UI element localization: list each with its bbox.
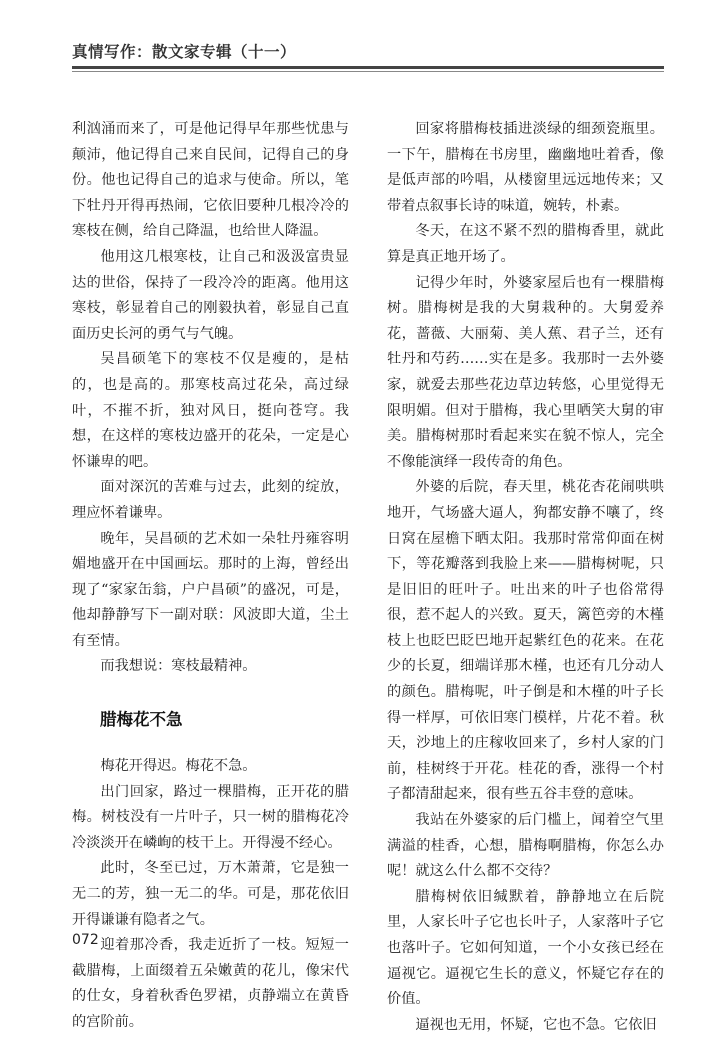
section-title: 腊梅花不急 bbox=[100, 710, 183, 730]
paragraph: 利汹涌而来了，可是他记得早年那些忧患与颠沛，他记得自己来自民间，记得自己的身份。他也记得自己的追求与使命。所以，笔下牡丹开得再热闹，它依旧要种几根冷冷的寒枝在侧，给自己降温，也给世人降温。 bbox=[72, 121, 349, 240]
paragraph: 外婆的后院，春天里，桃花杏花闹哄哄地开，气场盛大逼人，狗都安静不嚷了，终日窝在屋檐下晒太阳。我那时常常仰面在树下，等花瓣落到我脸上来——腊梅树呢，只是旧旧的旺叶子。吐出来的叶子也俗常得很，惹不起人的兴致。夏天，篱笆旁的木槿枝上也眨巴眨巴地开起紫红色的花来。在花少的长夏，细端详那木槿，也还有几分动人的颜色。腊梅呢，叶子倒是和木槿的叶子长得一样厚，可依旧寒门模样，片花不着。秋天，沙地上的庄稼收回来了，乡村人家的门前，桂树终于开花。桂花的香，涨得一个村子都清甜起来，很有些五谷丰登的意味。 bbox=[387, 479, 664, 803]
right-column bbox=[387, 117, 664, 1038]
paragraph: 腊梅树依旧缄默着，静静地立在后院里，人家长叶子它也长叶子，人家落叶子它也落叶子。它如何知道，一个小女孩已经在逼视它。逼视它生长的意义，怀疑它存在的价值。 bbox=[387, 888, 664, 1008]
header-rule-thick bbox=[72, 66, 664, 69]
paragraph: 他用这几根寒枝，让自己和汲汲富贵显达的世俗，保持了一段冷冷的距离。他用这寒枝，彰显着自己的刚毅执着，彰显自己直面历史长河的勇气与气魄。 bbox=[72, 248, 349, 342]
paragraph: 梅花开得迟。梅花不急。 bbox=[100, 758, 257, 775]
paragraph: 记得少年时，外婆家屋后也有一棵腊梅树。腊梅树是我的大舅栽种的。大舅爱养花，蔷薇、大丽菊、美人蕉、君子兰，还有牡丹和芍药……实在是多。我那时一去外婆家，就爱去那些花边草边转悠，心里觉得无限明媚。但对于腊梅，我心里哂笑大舅的审美。腊梅树那时看起来实在貌不惊人，完全不像能演绎一段传奇的角色。 bbox=[387, 274, 664, 470]
running-header: 真情写作：散文家专辑（十一） bbox=[72, 43, 297, 61]
paragraph: 而我想说：寒枝最精神。 bbox=[100, 658, 257, 675]
paragraph: 吴昌硕笔下的寒枝不仅是瘦的，是枯的，也是高的。那寒枝高过花朵，高过绿叶，不摧不折，独对风日，挺向苍穹。我想，在这样的寒枝边盛开的花朵，一定是心怀谦卑的吧。 bbox=[72, 351, 349, 470]
paragraph: 出门回家，路过一棵腊梅，正开花的腊梅。树枝没有一片叶子，只一树的腊梅花冷冷淡淡开在嶙峋的枝干上。开得漫不经心。 bbox=[72, 783, 349, 851]
paragraph: 冬天，在这不紧不烈的腊梅香里，就此算是真正地开场了。 bbox=[387, 223, 664, 265]
paragraph: 回家将腊梅枝插进淡绿的细颈瓷瓶里。一下午，腊梅在书房里，幽幽地吐着香，像是低声部的吟唱，从楼窗里远远地传来；又带着点叙事长诗的味道，婉转，朴素。 bbox=[387, 121, 664, 214]
paragraph: 逼视也无用，怀疑，它也不急。它依旧 bbox=[415, 1016, 657, 1033]
paragraph: 迎着那冷香，我走近折了一枝。短短一截腊梅，上面缀着五朵嫩黄的花儿，像宋代的仕女，身着秋香色罗裙，贞静端立在黄昏的宫阶前。 bbox=[72, 937, 349, 1030]
paragraph: 我站在外婆家的后门槛上，闻着空气里满溢的桂香，心想，腊梅啊腊梅，你怎么办呢！就这么什么都不交待？ bbox=[387, 812, 664, 880]
header-rule-thin bbox=[72, 71, 664, 72]
page-number: 072 bbox=[72, 932, 99, 948]
left-column bbox=[72, 117, 349, 1036]
paragraph: 晚年，吴昌硕的艺术如一朵牡丹雍容明媚地盛开在中国画坛。那时的上海，曾经出现了“家家缶翁，户户昌硕”的盛况，可是，他却静静写下一副对联：风波即大道，尘土有至情。 bbox=[72, 530, 349, 649]
paragraph: 面对深沉的苦难与过去，此刻的绽放，理应怀着谦卑。 bbox=[72, 479, 349, 521]
paragraph: 此时，冬至已过，万木萧萧，它是独一无二的芳，独一无二的华。可是，那花依旧开得谦谦有隐者之气。 bbox=[72, 860, 349, 928]
